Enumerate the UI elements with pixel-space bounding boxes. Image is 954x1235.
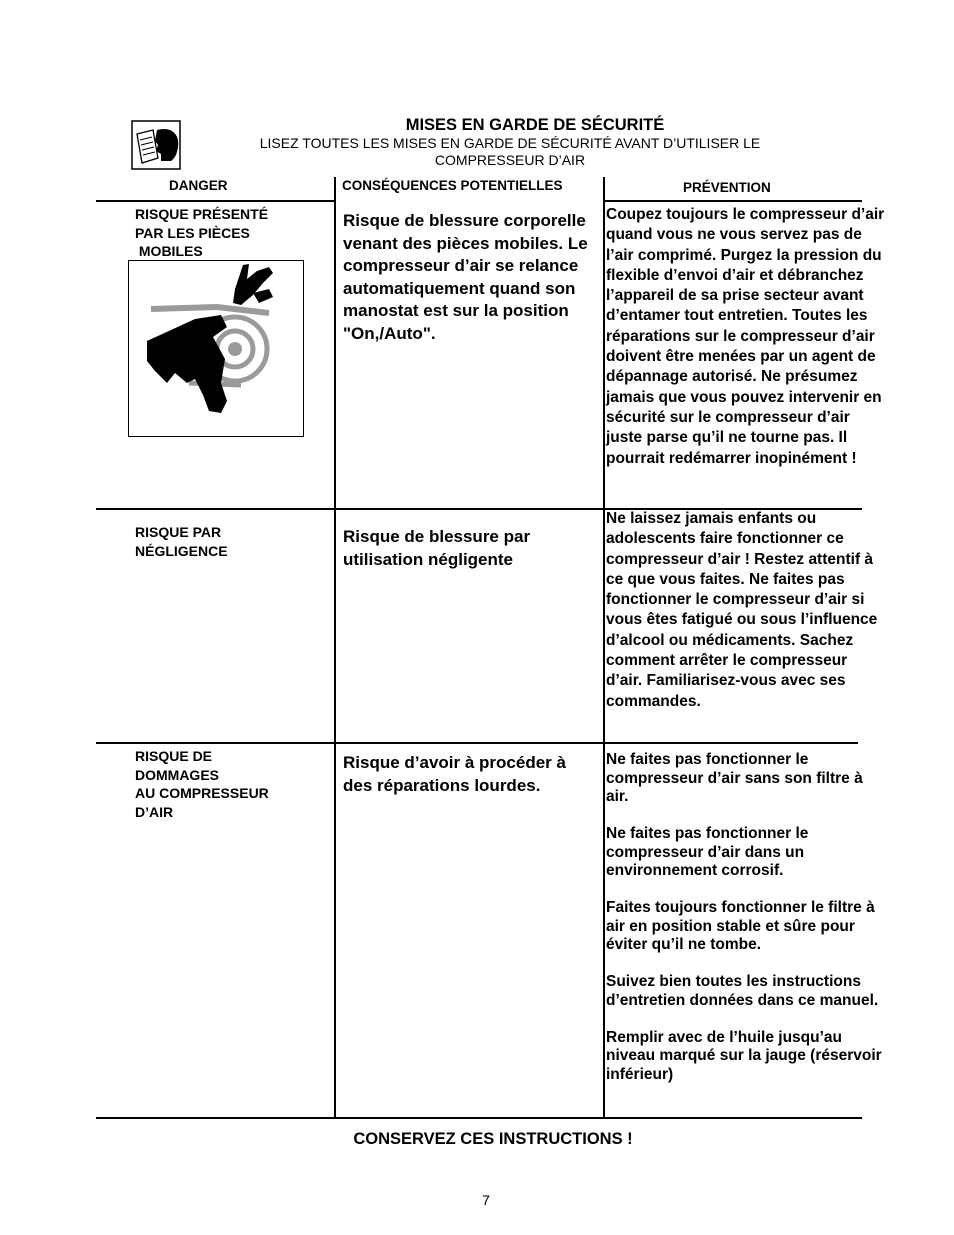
table-bottom-rule (96, 1117, 862, 1119)
page-title: MISES EN GARDE DE SÉCURITÉ (405, 116, 665, 134)
prevention-item: Suivez bien toutes les instructions d’entretien données dans ce manuel. (606, 973, 879, 1009)
header-rule-right (603, 200, 862, 202)
footer-note: CONSERVEZ CES INSTRUCTIONS ! (353, 1130, 633, 1148)
subtitle-line-1: LISEZ TOUTES LES MISES EN GARDE DE SÉCURITÉ AVANT D’UTILISER LE (259, 135, 761, 151)
header-consequences: CONSÉQUENCES POTENTIELLES (342, 178, 563, 193)
row-2-consequence: Risque de blessure par utilisation négligente (343, 527, 531, 569)
row-3-prevention (606, 751, 886, 1103)
row-1-danger: RISQUE PRÉSENTÉ PAR LES PIÈCES MOBILES (135, 206, 269, 259)
row-rule-3 (96, 742, 858, 744)
row-2-prevention: Ne laissez jamais enfants ou adolescents faire fonctionner ce compresseur d’air ! Restez attentif à ce que vous faites. Ne faites pas fonctionner le compresseur d’air si vous êtes fatigué ou sous l’influence d’alcool ou médicaments. Sachez comment arrêter le compresseur d’air. Familiarisez-vous avec ses commandes. (606, 510, 878, 710)
table-divider-right (603, 177, 605, 1119)
page-number: 7 (482, 1192, 490, 1208)
prevention-item: Remplir avec de l’huile jusqu’au niveau marqué sur la jauge (réservoir inférieur) (606, 1028, 882, 1083)
header-danger: DANGER (169, 178, 228, 193)
header-prevention: PRÉVENTION (683, 180, 771, 195)
row-1-consequence: Risque de blessure corporelle venant des pièces mobiles. Le compresseur d’air se relance automatiquement quand son manostat est sur la position "On,/Auto". (343, 211, 588, 343)
prevention-item: Ne faites pas fonctionner le compresseur d’air sans son filtre à air. (606, 751, 863, 805)
row-1-prevention: Coupez toujours le compresseur d’air quand vous ne vous servez pas de l’air comprimé. Purgez la pression du flexible d’envoi d’air et débranchez l’appareil de sa prise secteur avant d’entamer tout entretien. Toutes les réparations sur le compresseur d’air doivent être menées par un agent de dépannage autorisé. Ne présumez jamais que vous pouvez intervenir en sécurité sur le compresseur d’air juste parse qu’il ne tourne pas. Il pourrait redémarrer inopinément ! (606, 206, 885, 467)
row-rule-1 (96, 200, 335, 202)
prevention-item: Ne faites pas fonctionner le compresseur d’air dans un environnement corrosif. (606, 825, 809, 879)
page-subtitle (0, 135, 954, 169)
row-3-consequence: Risque d’avoir à procéder à des réparations lourdes. (343, 753, 566, 795)
prevention-item: Faites toujours fonctionner le filtre à air en position stable et sûre pour éviter qu’il ne tombe. (606, 899, 875, 953)
table-divider-left (334, 177, 336, 1119)
subtitle-line-2: COMPRESSEUR D’AIR (434, 152, 586, 168)
moving-parts-warning-pictogram (128, 260, 304, 437)
row-3-danger: RISQUE DE DOMMAGES AU COMPRESSEUR D’AIR (135, 748, 269, 820)
row-2-danger: RISQUE PAR NÉGLIGENCE (135, 524, 228, 559)
